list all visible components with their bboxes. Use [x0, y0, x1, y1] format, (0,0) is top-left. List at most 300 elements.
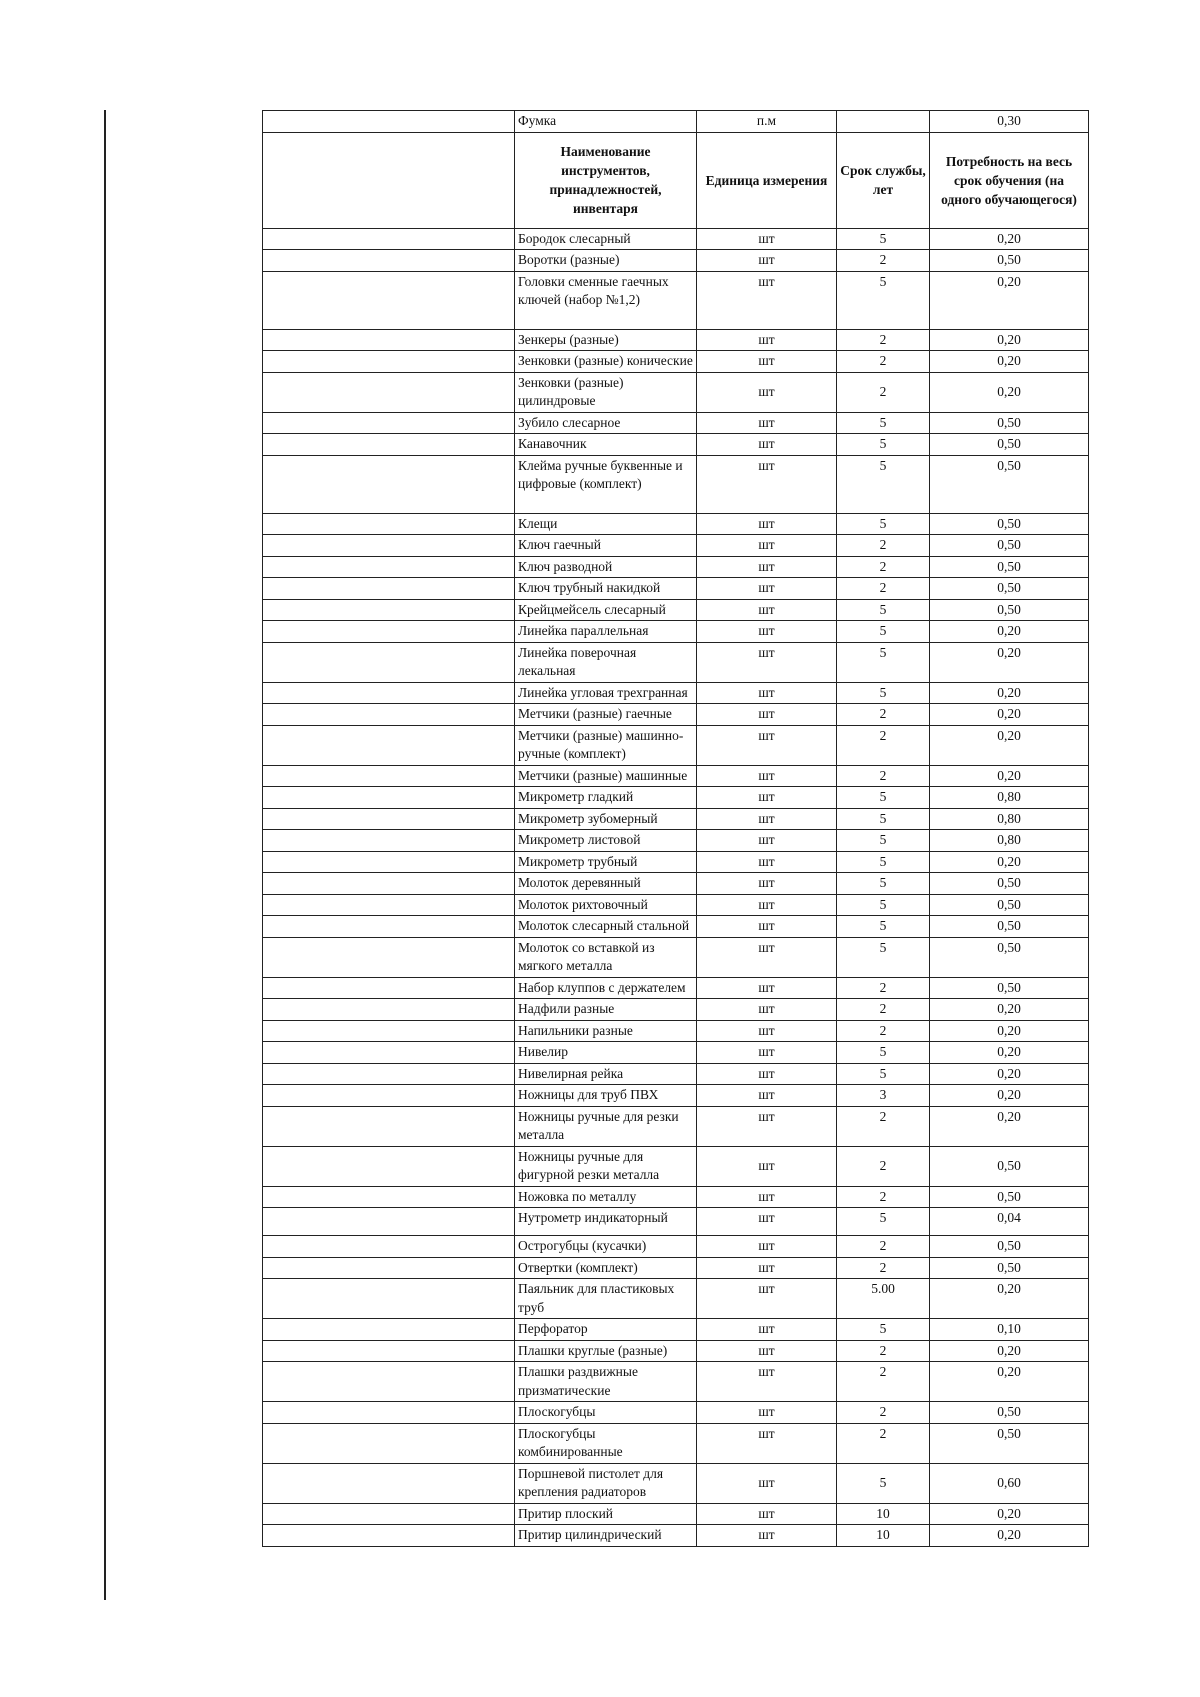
item-unit: шт [697, 1362, 837, 1402]
empty-cell [263, 704, 515, 726]
item-name: Плашки раздвижные призматические [515, 1362, 697, 1402]
empty-cell [263, 621, 515, 643]
item-unit: шт [697, 999, 837, 1021]
table-header-row [263, 132, 1089, 228]
empty-cell [263, 1208, 515, 1236]
item-name: Нутрометр индикаторный [515, 1208, 697, 1236]
item-name: Молоток деревянный [515, 873, 697, 895]
item-unit: шт [697, 808, 837, 830]
empty-cell [263, 132, 515, 228]
empty-cell [263, 599, 515, 621]
table-row [263, 725, 1089, 765]
table-row [263, 250, 1089, 272]
item-need: 0,50 [930, 916, 1089, 938]
item-life: 10 [837, 1525, 930, 1547]
item-life [837, 111, 930, 133]
table-row [263, 682, 1089, 704]
item-need: 0,50 [930, 1423, 1089, 1463]
item-name: Линейка угловая трехгранная [515, 682, 697, 704]
empty-cell [263, 412, 515, 434]
item-name: Молоток со вставкой из мягкого металла [515, 937, 697, 977]
table-row [263, 830, 1089, 852]
item-name: Поршневой пистолет для крепления радиаторов [515, 1463, 697, 1503]
table-row [263, 1362, 1089, 1402]
item-need: 0,20 [930, 329, 1089, 351]
item-life: 5 [837, 937, 930, 977]
item-need: 0,50 [930, 455, 1089, 513]
item-need: 0,80 [930, 830, 1089, 852]
item-life: 2 [837, 329, 930, 351]
item-life: 2 [837, 372, 930, 412]
table-row [263, 1319, 1089, 1341]
item-life: 5 [837, 434, 930, 456]
empty-cell [263, 808, 515, 830]
table-row [263, 1106, 1089, 1146]
item-name: Надфили разные [515, 999, 697, 1021]
empty-cell [263, 578, 515, 600]
tools-table [262, 110, 1089, 1547]
item-life: 3 [837, 1085, 930, 1107]
item-name: Клейма ручные буквенные и цифровые (комплект) [515, 455, 697, 513]
empty-cell [263, 271, 515, 329]
item-name: Линейка параллельная [515, 621, 697, 643]
item-name: Крейцмейсель слесарный [515, 599, 697, 621]
item-life: 2 [837, 999, 930, 1021]
item-life: 2 [837, 351, 930, 373]
item-unit: шт [697, 1257, 837, 1279]
item-life: 5.00 [837, 1279, 930, 1319]
empty-cell [263, 434, 515, 456]
item-name: Зубило слесарное [515, 412, 697, 434]
item-name: Клещи [515, 513, 697, 535]
empty-cell [263, 642, 515, 682]
item-name: Метчики (разные) гаечные [515, 704, 697, 726]
empty-cell [263, 351, 515, 373]
item-need: 0,60 [930, 1463, 1089, 1503]
item-life: 2 [837, 250, 930, 272]
item-life: 10 [837, 1503, 930, 1525]
table-row [263, 999, 1089, 1021]
item-unit: шт [697, 977, 837, 999]
table-row [263, 704, 1089, 726]
table-row [263, 1042, 1089, 1064]
table-row [263, 578, 1089, 600]
item-unit: шт [697, 513, 837, 535]
item-life: 5 [837, 513, 930, 535]
item-life: 5 [837, 787, 930, 809]
item-life: 2 [837, 1340, 930, 1362]
empty-cell [263, 1463, 515, 1503]
empty-cell [263, 999, 515, 1021]
empty-cell [263, 977, 515, 999]
item-need: 0,20 [930, 999, 1089, 1021]
empty-cell [263, 455, 515, 513]
table-row [263, 787, 1089, 809]
item-life: 2 [837, 535, 930, 557]
item-unit: шт [697, 372, 837, 412]
item-need: 0,20 [930, 1503, 1089, 1525]
item-name: Паяльник для пластиковых труб [515, 1279, 697, 1319]
item-need: 0,80 [930, 787, 1089, 809]
item-need: 0,20 [930, 1340, 1089, 1362]
empty-cell [263, 765, 515, 787]
item-name: Воротки (разные) [515, 250, 697, 272]
item-name: Ножницы ручные для резки металла [515, 1106, 697, 1146]
table-row [263, 351, 1089, 373]
item-name: Ключ трубный накидкой [515, 578, 697, 600]
item-need: 0,50 [930, 578, 1089, 600]
empty-cell [263, 682, 515, 704]
table-row [263, 916, 1089, 938]
item-name: Нивелир [515, 1042, 697, 1064]
item-name: Притир плоский [515, 1503, 697, 1525]
item-unit: шт [697, 621, 837, 643]
item-unit: шт [697, 455, 837, 513]
item-life: 5 [837, 271, 930, 329]
item-unit: шт [697, 1463, 837, 1503]
empty-cell [263, 873, 515, 895]
item-name: Отвертки (комплект) [515, 1257, 697, 1279]
item-need: 0,20 [930, 1042, 1089, 1064]
item-life: 5 [837, 808, 930, 830]
table-row [263, 434, 1089, 456]
item-need: 0,50 [930, 937, 1089, 977]
item-need: 0,20 [930, 271, 1089, 329]
empty-cell [263, 1106, 515, 1146]
item-need: 0,50 [930, 894, 1089, 916]
item-unit: шт [697, 937, 837, 977]
item-unit: шт [697, 1319, 837, 1341]
empty-cell [263, 725, 515, 765]
item-name: Головки сменные гаечных ключей (набор №1,2) [515, 271, 697, 329]
item-life: 2 [837, 1106, 930, 1146]
table-row [263, 1279, 1089, 1319]
table-row [263, 372, 1089, 412]
item-unit: шт [697, 1042, 837, 1064]
item-name: Ключ гаечный [515, 535, 697, 557]
item-need: 0,80 [930, 808, 1089, 830]
item-life: 5 [837, 830, 930, 852]
item-need: 0,20 [930, 704, 1089, 726]
empty-cell [263, 556, 515, 578]
item-life: 2 [837, 1257, 930, 1279]
item-unit: шт [697, 873, 837, 895]
left-margin-line [104, 110, 106, 1600]
table-row [263, 1423, 1089, 1463]
item-name: Метчики (разные) машинные [515, 765, 697, 787]
item-need: 0,20 [930, 351, 1089, 373]
table-row [263, 873, 1089, 895]
table-row [263, 894, 1089, 916]
item-name: Линейка поверочная лекальная [515, 642, 697, 682]
header-unit: Единица измерения [697, 132, 837, 228]
item-unit: шт [697, 1340, 837, 1362]
empty-cell [263, 1525, 515, 1547]
empty-cell [263, 916, 515, 938]
empty-cell [263, 372, 515, 412]
item-name: Молоток рихтовочный [515, 894, 697, 916]
item-name: Микрометр трубный [515, 851, 697, 873]
item-unit: шт [697, 1020, 837, 1042]
item-name: Метчики (разные) машинно-ручные (комплект) [515, 725, 697, 765]
item-need: 0,20 [930, 765, 1089, 787]
item-need: 0,20 [930, 682, 1089, 704]
item-unit: шт [697, 916, 837, 938]
item-unit: шт [697, 1525, 837, 1547]
item-life: 2 [837, 765, 930, 787]
item-need: 0,30 [930, 111, 1089, 133]
item-life: 2 [837, 1402, 930, 1424]
item-unit: п.м [697, 111, 837, 133]
empty-cell [263, 830, 515, 852]
item-life: 2 [837, 1186, 930, 1208]
empty-cell [263, 1257, 515, 1279]
item-unit: шт [697, 329, 837, 351]
table-row [263, 1503, 1089, 1525]
item-life: 5 [837, 228, 930, 250]
item-need: 0,50 [930, 513, 1089, 535]
table-row [263, 1208, 1089, 1236]
table-row [263, 329, 1089, 351]
empty-cell [263, 1146, 515, 1186]
empty-cell [263, 1020, 515, 1042]
item-unit: шт [697, 787, 837, 809]
item-name: Зенковки (разные) конические [515, 351, 697, 373]
table-row [263, 556, 1089, 578]
item-name: Плоскогубцы комбинированные [515, 1423, 697, 1463]
item-need: 0,20 [930, 1525, 1089, 1547]
item-name: Ножницы ручные для фигурной резки металла [515, 1146, 697, 1186]
item-life: 2 [837, 578, 930, 600]
table-row [263, 455, 1089, 513]
table-row [263, 977, 1089, 999]
empty-cell [263, 1340, 515, 1362]
item-name: Микрометр зубомерный [515, 808, 697, 830]
item-need: 0,50 [930, 599, 1089, 621]
item-unit: шт [697, 704, 837, 726]
empty-cell [263, 1236, 515, 1258]
empty-cell [263, 535, 515, 557]
item-unit: шт [697, 556, 837, 578]
item-unit: шт [697, 1186, 837, 1208]
empty-cell [263, 851, 515, 873]
table-row [263, 1236, 1089, 1258]
item-unit: шт [697, 1236, 837, 1258]
item-need: 0,50 [930, 1236, 1089, 1258]
table-row [263, 535, 1089, 557]
item-name: Напильники разные [515, 1020, 697, 1042]
table-row [263, 228, 1089, 250]
item-unit: шт [697, 1146, 837, 1186]
item-life: 5 [837, 1208, 930, 1236]
item-need: 0,20 [930, 851, 1089, 873]
item-life: 5 [837, 851, 930, 873]
item-unit: шт [697, 1208, 837, 1236]
item-name: Молоток слесарный стальной [515, 916, 697, 938]
empty-cell [263, 329, 515, 351]
header-life: Срок службы, лет [837, 132, 930, 228]
empty-cell [263, 1042, 515, 1064]
item-need: 0,50 [930, 1146, 1089, 1186]
item-name: Притир цилиндрический [515, 1525, 697, 1547]
item-need: 0,50 [930, 434, 1089, 456]
item-need: 0,50 [930, 535, 1089, 557]
item-life: 2 [837, 1362, 930, 1402]
table-row [263, 271, 1089, 329]
table-row [263, 1146, 1089, 1186]
item-name: Ножницы для труб ПВХ [515, 1085, 697, 1107]
item-name: Зенкеры (разные) [515, 329, 697, 351]
table-row [263, 937, 1089, 977]
item-name: Фумка [515, 111, 697, 133]
table-row [263, 1525, 1089, 1547]
item-need: 0,50 [930, 556, 1089, 578]
item-name: Микрометр гладкий [515, 787, 697, 809]
item-unit: шт [697, 599, 837, 621]
empty-cell [263, 228, 515, 250]
empty-cell [263, 787, 515, 809]
item-need: 0,20 [930, 1085, 1089, 1107]
item-unit: шт [697, 1106, 837, 1146]
item-unit: шт [697, 682, 837, 704]
item-unit: шт [697, 228, 837, 250]
item-life: 5 [837, 455, 930, 513]
empty-cell [263, 513, 515, 535]
item-life: 5 [837, 642, 930, 682]
item-name: Нивелирная рейка [515, 1063, 697, 1085]
item-need: 0,20 [930, 1063, 1089, 1085]
table-row [263, 1186, 1089, 1208]
table-row [263, 1402, 1089, 1424]
item-life: 5 [837, 916, 930, 938]
header-name: Наименование инструментов, принадлежностей, инвентаря [515, 132, 697, 228]
table-row [263, 1085, 1089, 1107]
empty-cell [263, 1402, 515, 1424]
item-need: 0,20 [930, 621, 1089, 643]
item-name: Набор клуппов с держателем [515, 977, 697, 999]
item-need: 0,50 [930, 1186, 1089, 1208]
item-life: 2 [837, 704, 930, 726]
item-unit: шт [697, 434, 837, 456]
item-life: 5 [837, 682, 930, 704]
table-row [263, 1063, 1089, 1085]
table-row [263, 851, 1089, 873]
table-row [263, 1020, 1089, 1042]
empty-cell [263, 1186, 515, 1208]
item-unit: шт [697, 1085, 837, 1107]
item-unit: шт [697, 1503, 837, 1525]
item-unit: шт [697, 851, 837, 873]
item-unit: шт [697, 271, 837, 329]
empty-cell [263, 1362, 515, 1402]
item-name: Плашки круглые (разные) [515, 1340, 697, 1362]
item-life: 2 [837, 556, 930, 578]
item-unit: шт [697, 1279, 837, 1319]
item-name: Микрометр листовой [515, 830, 697, 852]
empty-cell [263, 111, 515, 133]
item-need: 0,10 [930, 1319, 1089, 1341]
item-unit: шт [697, 1063, 837, 1085]
item-unit: шт [697, 412, 837, 434]
item-unit: шт [697, 250, 837, 272]
item-unit: шт [697, 894, 837, 916]
item-name: Острогубцы (кусачки) [515, 1236, 697, 1258]
empty-cell [263, 250, 515, 272]
item-life: 2 [837, 1236, 930, 1258]
item-need: 0,50 [930, 1257, 1089, 1279]
item-unit: шт [697, 578, 837, 600]
item-unit: шт [697, 765, 837, 787]
item-need: 0,20 [930, 642, 1089, 682]
item-need: 0,20 [930, 1362, 1089, 1402]
table-row [263, 1463, 1089, 1503]
empty-cell [263, 1063, 515, 1085]
item-need: 0,20 [930, 228, 1089, 250]
table-row [263, 621, 1089, 643]
table-row [263, 513, 1089, 535]
header-need: Потребность на весь срок обучения (на одного обучающегося) [930, 132, 1089, 228]
item-need: 0,20 [930, 1279, 1089, 1319]
item-life: 2 [837, 977, 930, 999]
item-name: Канавочник [515, 434, 697, 456]
table-row [263, 111, 1089, 133]
empty-cell [263, 1279, 515, 1319]
table-row [263, 1340, 1089, 1362]
item-life: 2 [837, 1020, 930, 1042]
table-row [263, 765, 1089, 787]
item-need: 0,50 [930, 250, 1089, 272]
table-row [263, 599, 1089, 621]
item-life: 5 [837, 599, 930, 621]
empty-cell [263, 894, 515, 916]
item-unit: шт [697, 535, 837, 557]
empty-cell [263, 937, 515, 977]
item-name: Плоскогубцы [515, 1402, 697, 1424]
item-need: 0,50 [930, 873, 1089, 895]
empty-cell [263, 1319, 515, 1341]
item-unit: шт [697, 830, 837, 852]
item-name: Ножовка по металлу [515, 1186, 697, 1208]
item-life: 2 [837, 1423, 930, 1463]
item-life: 5 [837, 621, 930, 643]
item-life: 2 [837, 1146, 930, 1186]
item-unit: шт [697, 642, 837, 682]
table-row [263, 412, 1089, 434]
item-unit: шт [697, 1402, 837, 1424]
empty-cell [263, 1423, 515, 1463]
item-need: 0,20 [930, 1106, 1089, 1146]
item-life: 5 [837, 873, 930, 895]
table-row [263, 1257, 1089, 1279]
item-need: 0,50 [930, 412, 1089, 434]
table-row [263, 642, 1089, 682]
item-life: 5 [837, 1063, 930, 1085]
item-need: 0,20 [930, 725, 1089, 765]
item-need: 0,50 [930, 977, 1089, 999]
item-unit: шт [697, 351, 837, 373]
item-unit: шт [697, 1423, 837, 1463]
item-life: 5 [837, 1042, 930, 1064]
item-name: Зенковки (разные) цилиндровые [515, 372, 697, 412]
item-need: 0,20 [930, 372, 1089, 412]
item-need: 0,04 [930, 1208, 1089, 1236]
empty-cell [263, 1085, 515, 1107]
item-need: 0,50 [930, 1402, 1089, 1424]
item-life: 2 [837, 725, 930, 765]
item-life: 5 [837, 412, 930, 434]
item-need: 0,20 [930, 1020, 1089, 1042]
item-unit: шт [697, 725, 837, 765]
